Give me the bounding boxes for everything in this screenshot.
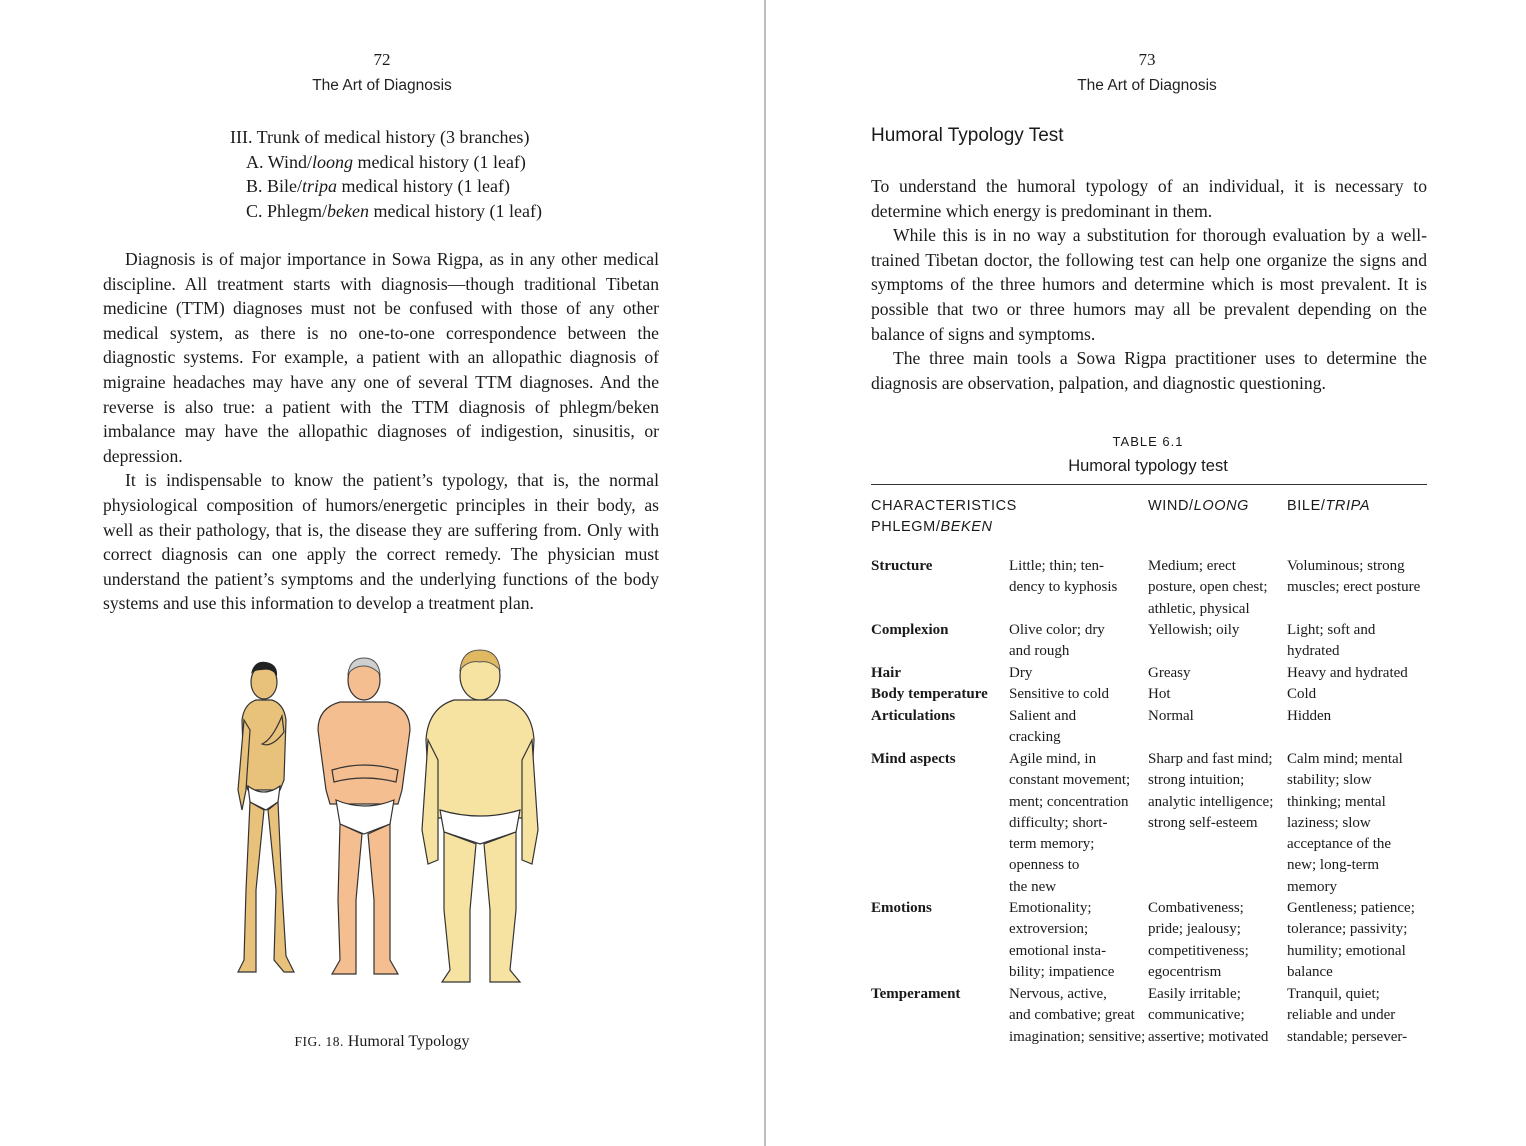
outline-text: Phlegm/ [267, 200, 328, 221]
table-cell-c1 [1009, 898, 1147, 983]
athletic-figure-right-leg [368, 824, 398, 974]
table-cell-c2 [1148, 984, 1287, 1048]
column-header-wind [1148, 496, 1249, 517]
header-characteristics-text: CHARACTERISTICS [871, 498, 1017, 514]
voluminous-figure-right-leg [484, 832, 520, 982]
table-cell-c1 [1009, 663, 1147, 684]
cell-line: Heavy and hydrated [1287, 665, 1408, 681]
cell-line: competitiveness; [1148, 942, 1249, 959]
outline-letter: C. [246, 200, 263, 221]
right-page [768, 0, 1526, 1146]
cell-line: Hidden [1287, 708, 1332, 724]
cell-line: new; long-term [1287, 857, 1380, 874]
cell-line: muscles; erect posture [1287, 579, 1421, 596]
table-cell-c3 [1287, 984, 1433, 1048]
header-wind-term: LOONG [1193, 498, 1250, 514]
cell-line: Combativeness; [1148, 900, 1244, 916]
cell-line: strong intuition; [1148, 772, 1245, 789]
cell-line: Hot [1148, 686, 1171, 702]
figure-number: FIG. 18. [294, 1034, 344, 1049]
table-cell-c1 [1009, 620, 1147, 663]
humoral-typology-illustration [232, 640, 542, 990]
voluminous-figure-arm [522, 740, 538, 864]
cell-line: Calm mind; mental [1287, 751, 1403, 767]
header-phlegm [871, 517, 1151, 538]
header-phlegm-term: BEKEN [940, 519, 993, 535]
cell-line: Olive color; dry [1009, 622, 1105, 638]
cell-line: bility; impatience [1009, 963, 1115, 980]
table-cell-c2 [1148, 898, 1287, 983]
table-cell-c2 [1148, 620, 1287, 641]
figure-caption-text: Humoral Typology [347, 1033, 470, 1050]
cell-line: Sensitive to cold [1009, 686, 1109, 702]
row-label: Emotions [871, 900, 932, 916]
cell-line: and combative; great [1009, 1007, 1135, 1024]
table-cell-c2 [1148, 684, 1287, 705]
table-cell-c3 [1287, 749, 1433, 898]
outline-letter: B. [246, 176, 263, 196]
cell-line: analytic intelligence; [1148, 793, 1274, 810]
cell-line: cracking [1009, 729, 1061, 746]
table-cell-c3 [1287, 684, 1433, 705]
table-cell-c3 [1287, 898, 1433, 983]
paragraph: It is indispensable to know the patient’s typology, that is, the normal physiological composition of humors/energetic principles in their body, as well as their pathology, that is, the disease they are suffering from. Only with correct diagnosis can one apply the correct remedy. The physician must understand the patient’s symptoms and the underlying functions of the body systems and use this information to develop a treatment plan. [103, 470, 659, 614]
column-header-bile [1287, 496, 1370, 517]
cell-line: Light; soft and [1287, 622, 1376, 638]
outline-term: tripa [302, 176, 338, 196]
paragraph: To understand the humoral typology of an individual, it is necessary to determine which energy is predominant in them. [871, 176, 1427, 221]
running-head: The Art of Diagnosis [1077, 77, 1217, 94]
outline-text: medical history (1 leaf) [337, 176, 510, 196]
athletic-figure-left-leg [332, 824, 362, 974]
table-number: TABLE 6.1 [1112, 434, 1184, 449]
cell-line: Sharp and fast mind; [1148, 751, 1273, 767]
voluminous-figure-left-leg [442, 832, 476, 982]
cell-line: Voluminous; strong [1287, 558, 1405, 574]
section-heading: Humoral Typology Test [871, 125, 1064, 146]
cell-line: Gentleness; patience; [1287, 900, 1415, 916]
table-cell-c1 [1009, 684, 1147, 705]
table-cell-c2 [1148, 556, 1287, 620]
table-cell-c1 [1009, 706, 1147, 749]
table-cell-c1 [1009, 749, 1147, 898]
outline-term: beken [327, 200, 369, 221]
paragraph: Diagnosis is of major importance in Sowa Rigpa, as in any other medical discipline. All treatment starts with diagnosis—though traditional Tibetan medicine (TTM) diagnoses must not be confused with those of any other medical system, as there is no one-to-one correspondence between the diagnostic systems. For example, a patient with an allopathic diagnosis of migraine headaches may have any one of several TTM diagnoses. And the reverse is also true: a patient with the TTM diagnosis of phlegm/beken imbalance may have the allopathic diagnoses of indigestion, sinusitis, or depression. [103, 249, 659, 466]
cell-line: Yellowish; oily [1148, 622, 1240, 638]
cell-line: posture, open chest; [1148, 579, 1268, 596]
voluminous-figure-arm [422, 740, 438, 864]
cell-line: difficulty; short- [1009, 814, 1108, 831]
cell-line: Agile mind, in [1009, 751, 1097, 767]
cell-line: Emotionality; [1009, 900, 1092, 916]
cell-line: memory [1287, 878, 1337, 895]
outline-text: Wind/ [267, 151, 312, 172]
header-phlegm-text: PHLEGM/ [871, 519, 941, 535]
cell-line: Cold [1287, 686, 1317, 702]
cell-line: balance [1287, 963, 1333, 980]
row-label: Articulations [871, 708, 956, 724]
athletic-figure-torso [318, 702, 410, 804]
cell-line: reliable and under [1287, 1007, 1396, 1024]
page-number: 72 [373, 50, 391, 69]
thin-body-figure [238, 662, 294, 972]
cell-line: Greasy [1148, 665, 1191, 681]
cell-line: strong self-esteem [1148, 814, 1258, 831]
cell-line: Tranquil, quiet; [1287, 986, 1380, 1002]
cell-line: imagination; sensitive; [1009, 1028, 1146, 1045]
outline-main: III. Trunk of medical history (3 branches) [230, 127, 530, 147]
outline-term: loong [311, 151, 353, 172]
medical-history-outline [230, 125, 542, 223]
voluminous-figure-torso [426, 700, 534, 818]
cell-line: communicative; [1148, 1007, 1245, 1024]
cell-line: Normal [1148, 708, 1194, 724]
column-header-characteristics [871, 496, 1151, 538]
cell-line: assertive; motivated [1148, 1028, 1269, 1045]
table-cell-c1 [1009, 556, 1147, 599]
table-cell-c2 [1148, 706, 1287, 727]
header-bile-term: TRIPA [1325, 498, 1371, 514]
book-spine-divider [764, 0, 766, 1146]
outline-text: medical history (1 leaf) [369, 200, 542, 221]
table-cell-c3 [1287, 663, 1433, 684]
cell-line: thinking; mental [1287, 793, 1386, 810]
outline-item [230, 150, 542, 175]
row-label: Hair [871, 665, 901, 681]
cell-line: laziness; slow [1287, 814, 1371, 831]
cell-line: standable; persever- [1287, 1028, 1408, 1045]
cell-line: tolerance; passivity; [1287, 921, 1408, 938]
table-title: Humoral typology test [1068, 457, 1228, 475]
row-label: Complexion [871, 622, 949, 638]
header-wind-text: WIND/ [1148, 498, 1194, 514]
outline-text: medical history (1 leaf) [352, 151, 526, 172]
cell-line: term memory; [1009, 836, 1095, 853]
cell-line: openness to [1009, 857, 1080, 874]
cell-line: dency to kyphosis [1009, 579, 1118, 596]
cell-line: acceptance of the [1287, 836, 1392, 853]
cell-line: ment; concentration [1009, 793, 1129, 810]
thin-figure-left-leg [238, 802, 264, 972]
cell-line: and rough [1009, 643, 1070, 660]
cell-line: Dry [1009, 665, 1033, 681]
table-cell-c3 [1287, 620, 1433, 663]
cell-line: Little; thin; ten- [1009, 558, 1104, 574]
table-cell-c2 [1148, 749, 1287, 834]
cell-line: Salient and [1009, 708, 1077, 724]
row-label: Body temperature [871, 686, 988, 702]
cell-line: Medium; erect [1148, 558, 1236, 574]
cell-line: the new [1009, 878, 1057, 895]
thin-figure-arm [238, 720, 250, 810]
body-text [103, 247, 659, 616]
cell-line: egocentrism [1148, 963, 1222, 980]
thin-figure-right-leg [268, 802, 294, 972]
paragraph: While this is in no way a substitution for thorough evaluation by a well-trained Tibetan doctor, the following test can help one organize the signs and symptoms of the three humors and determine which is most prevalent. It is possible that two or three humors may all be prevalent depending on the balance of signs and symptoms. [871, 225, 1427, 344]
outline-letter: A. [246, 151, 264, 172]
cell-line: extroversion; [1009, 921, 1089, 938]
outline-text: Bile/ [267, 176, 303, 196]
cell-line: hydrated [1287, 643, 1340, 660]
outline-item [230, 199, 542, 224]
figure-caption [0, 1033, 764, 1051]
table-cell-c3 [1287, 556, 1433, 599]
header-bile-text: BILE/ [1287, 498, 1326, 514]
body-text [871, 174, 1427, 395]
running-head: The Art of Diagnosis [312, 77, 452, 94]
athletic-body-figure [318, 658, 410, 974]
cell-line: emotional insta- [1009, 942, 1107, 959]
page-number: 73 [1138, 50, 1156, 69]
table-cell-c2 [1148, 663, 1287, 684]
cell-line: stability; slow [1287, 772, 1372, 789]
voluminous-body-figure [422, 650, 538, 982]
outline-item [230, 174, 542, 199]
paragraph: The three main tools a Sowa Rigpa practitioner uses to determine the diagnosis are observation, palpation, and diagnostic questioning. [871, 348, 1427, 393]
cell-line: constant movement; [1009, 772, 1131, 789]
cell-line: Nervous, active, [1009, 986, 1107, 1002]
row-label: Structure [871, 558, 933, 574]
cell-line: Easily irritable; [1148, 986, 1241, 1002]
table-cell-c3 [1287, 706, 1433, 727]
cell-line: humility; emotional [1287, 942, 1406, 959]
cell-line: athletic, physical [1148, 600, 1250, 617]
table-cell-c1 [1009, 984, 1147, 1048]
cell-line: pride; jealousy; [1148, 921, 1241, 938]
row-label: Mind aspects [871, 751, 956, 767]
row-label: Temperament [871, 986, 961, 1002]
table-top-rule [871, 484, 1427, 485]
